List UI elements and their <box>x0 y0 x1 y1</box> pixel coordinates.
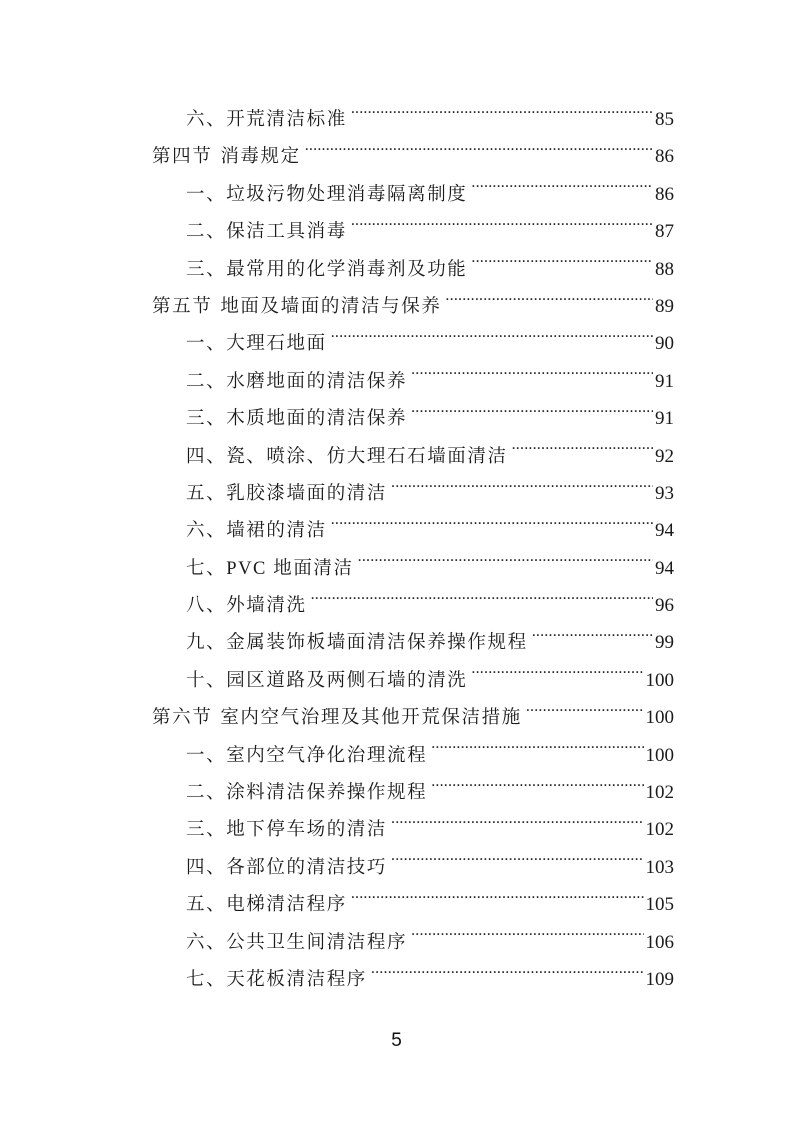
dot-leader <box>445 293 653 312</box>
toc-entry-page: 106 <box>645 931 674 953</box>
toc-entry-page: 91 <box>655 370 674 392</box>
dot-leader <box>411 929 643 948</box>
toc-entry[interactable] <box>152 176 674 213</box>
toc-section-heading[interactable] <box>152 288 674 325</box>
toc-entry[interactable] <box>152 737 674 774</box>
dot-leader <box>431 742 643 761</box>
dot-leader <box>331 331 653 350</box>
dot-leader <box>391 817 643 836</box>
toc-entry-page: 109 <box>645 968 674 990</box>
toc-entry-title: 一、室内空气净化治理流程 <box>186 745 428 766</box>
toc-entry-page: 92 <box>655 445 674 467</box>
dot-leader <box>351 107 653 126</box>
toc-entry-page: 96 <box>655 595 674 617</box>
toc-entry[interactable] <box>152 886 674 923</box>
toc-entry[interactable] <box>152 325 674 362</box>
toc-entry-page: 93 <box>655 482 674 504</box>
toc-entry-page: 86 <box>655 146 674 168</box>
toc-entry-title <box>152 139 301 176</box>
toc-entry-page: 100 <box>645 707 674 729</box>
toc-entry-title: 九、金属装饰板墙面清洁保养操作规程 <box>186 633 528 654</box>
toc-entry-title: 四、各部位的清洁技巧 <box>186 857 388 878</box>
toc-entry-title: 七、PVC 地面清洁 <box>186 558 354 579</box>
toc-entry-title: 七、天花板清洁程序 <box>186 969 367 990</box>
dot-leader <box>532 630 653 649</box>
toc-entry[interactable] <box>152 924 674 961</box>
toc-entry-title: 六、墙裙的清洁 <box>186 521 327 542</box>
dot-leader <box>351 892 644 911</box>
section-title: 室内空气治理及其他开荒保洁措施 <box>220 708 522 729</box>
section-title: 地面及墙面的清洁与保养 <box>220 296 442 317</box>
toc-entry-title: 六、公共卫生间清洁程序 <box>186 932 408 953</box>
toc-entry[interactable] <box>152 961 674 998</box>
toc-entry-title: 二、涂料清洁保养操作规程 <box>186 783 428 804</box>
toc-entry-page: 87 <box>655 221 674 243</box>
section-number: 第四节 <box>152 147 213 168</box>
toc-entry-page: 102 <box>645 819 674 841</box>
toc-entry[interactable] <box>152 475 674 512</box>
toc-entry-title: 一、大理石地面 <box>186 334 327 355</box>
toc-entry[interactable] <box>152 400 674 437</box>
toc-entry[interactable] <box>152 512 674 549</box>
dot-leader <box>305 144 653 163</box>
dot-leader <box>411 368 653 387</box>
dot-leader <box>311 593 653 612</box>
toc-entry-page: 91 <box>655 408 674 430</box>
toc-entry[interactable] <box>152 774 674 811</box>
toc-entry-title: 六、开荒清洁标准 <box>186 110 347 130</box>
toc-entry-title: 十、园区道路及两侧石墙的清洗 <box>186 670 468 691</box>
toc-entry-page: 86 <box>655 183 674 205</box>
toc-entry[interactable] <box>152 587 674 624</box>
section-number: 第五节 <box>152 296 213 317</box>
dot-leader <box>358 555 653 574</box>
toc-entry-title: 四、瓷、喷涂、仿大理石石墙面清洁 <box>186 446 508 467</box>
toc-entry-title <box>152 289 441 326</box>
dot-leader <box>512 443 653 462</box>
toc-entry-page: 85 <box>655 109 674 130</box>
toc-section-heading[interactable] <box>152 138 674 175</box>
dot-leader <box>526 705 644 724</box>
toc-entry[interactable] <box>152 251 674 288</box>
toc-entry[interactable] <box>152 849 674 886</box>
toc-entry[interactable] <box>152 624 674 661</box>
toc-entry-page: 100 <box>645 744 674 766</box>
toc-entry-title: 五、电梯清洁程序 <box>186 895 347 916</box>
toc-entry[interactable] <box>152 363 674 400</box>
toc-entry-title: 三、最常用的化学消毒剂及功能 <box>186 259 468 280</box>
toc-entry-title: 三、地下停车场的清洁 <box>186 820 388 841</box>
dot-leader <box>351 219 653 238</box>
toc-entry-title: 五、乳胶漆墙面的清洁 <box>186 483 388 504</box>
toc-section-heading[interactable] <box>152 699 674 736</box>
toc-entry[interactable] <box>152 550 674 587</box>
toc-entry[interactable] <box>152 811 674 848</box>
toc-entry-title: 二、保洁工具消毒 <box>186 222 347 243</box>
table-of-contents <box>152 101 674 998</box>
toc-entry-page: 102 <box>645 782 674 804</box>
toc-entry-title <box>152 700 522 737</box>
toc-entry-page: 99 <box>655 632 674 654</box>
page-number: 5 <box>391 1030 402 1051</box>
toc-entry-title: 八、外墙清洗 <box>186 596 307 617</box>
dot-leader <box>391 854 643 873</box>
toc-entry-page: 94 <box>655 520 674 542</box>
toc-entry-title: 一、垃圾污物处理消毒隔离制度 <box>186 184 468 205</box>
toc-entry[interactable] <box>152 662 674 699</box>
toc-entry-page: 90 <box>655 333 674 355</box>
dot-leader <box>371 966 644 985</box>
dot-leader <box>471 256 653 275</box>
toc-entry-title: 三、木质地面的清洁保养 <box>186 409 408 430</box>
toc-entry-title: 二、水磨地面的清洁保养 <box>186 371 408 392</box>
dot-leader <box>391 480 653 499</box>
section-number: 第六节 <box>152 708 213 729</box>
toc-entry-page: 94 <box>655 557 674 579</box>
dot-leader <box>471 667 643 686</box>
toc-entry-page: 89 <box>655 295 674 317</box>
toc-entry-page: 88 <box>655 258 674 280</box>
toc-entry-page: 100 <box>645 669 674 691</box>
dot-leader <box>331 518 653 537</box>
toc-entry-page: 105 <box>645 894 674 916</box>
dot-leader <box>431 780 643 799</box>
toc-entry-page: 103 <box>645 856 674 878</box>
section-title: 消毒规定 <box>220 147 301 168</box>
toc-entry[interactable] <box>152 213 674 250</box>
toc-entry[interactable] <box>152 101 674 138</box>
dot-leader <box>471 181 653 200</box>
dot-leader <box>411 406 653 425</box>
toc-entry[interactable] <box>152 438 674 475</box>
